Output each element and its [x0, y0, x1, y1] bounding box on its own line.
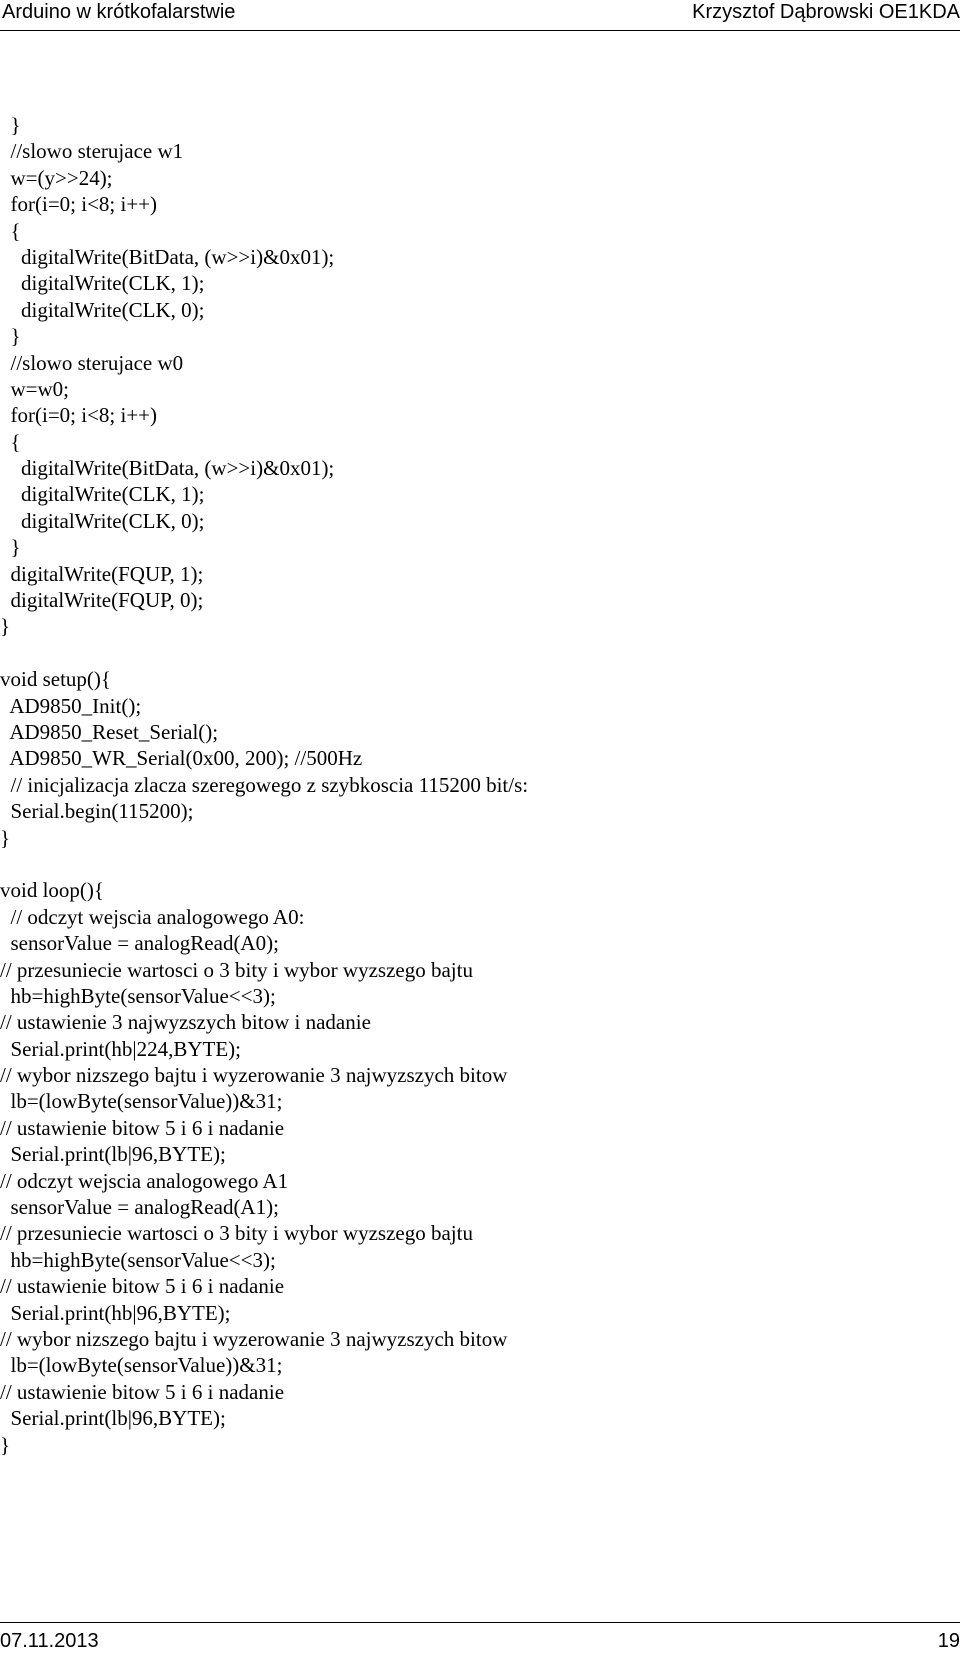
code-line: // ustawienie bitow 5 i 6 i nadanie [0, 1379, 285, 1404]
header-divider [0, 30, 960, 31]
code-line: // odczyt wejscia analogowego A0: [0, 904, 305, 929]
code-line: AD9850_WR_Serial(0x00, 200); //500Hz [0, 746, 363, 771]
code-line: } [0, 614, 11, 639]
code-line: } [0, 113, 21, 137]
document-title: Arduino w krótkofalarstwie [2, 1, 236, 23]
code-line: hb=highByte(sensorValue<<3); [0, 1247, 276, 1272]
code-line: void setup(){ [0, 667, 111, 692]
code-line: sensorValue = analogRead(A0); [0, 931, 279, 956]
code-line: lb=(lowByte(sensorValue))&31; [0, 1353, 283, 1378]
code-line: digitalWrite(CLK, 1); [0, 271, 205, 296]
code-line: digitalWrite(BitData, (w>>i)&0x01); [0, 244, 335, 269]
code-line: void loop(){ [0, 878, 104, 903]
code-line: } [0, 324, 21, 349]
code-line: //slowo sterujace w1 [0, 139, 184, 164]
code-line: // ustawienie 3 najwyzszych bitow i nadanie [0, 1010, 371, 1035]
code-line: // wybor nizszego bajtu i wyzerowanie 3 najwyzszych bitow [0, 1063, 508, 1088]
code-line: Serial.print(lb|96,BYTE); [0, 1142, 226, 1167]
code-line: digitalWrite(CLK, 0); [0, 297, 205, 322]
code-line: //slowo sterujace w0 [0, 350, 184, 375]
code-line: AD9850_Reset_Serial(); [0, 719, 219, 744]
code-line: Serial.begin(115200); [0, 799, 194, 824]
page-number: 19 [937, 1630, 960, 1652]
code-line: { [0, 218, 21, 243]
page-footer [0, 1622, 960, 1657]
code-line: for(i=0; i<8; i++) [0, 192, 158, 217]
code-line: AD9850_Init(); [0, 693, 142, 718]
code-line: // odczyt wejscia analogowego A1 [0, 1168, 289, 1193]
code-line [0, 851, 960, 877]
code-line: digitalWrite(FQUP, 1); [0, 561, 204, 586]
code-line: } [0, 1432, 11, 1457]
code-line: Serial.print(lb|96,BYTE); [0, 1406, 226, 1431]
code-line: digitalWrite(CLK, 0); [0, 508, 205, 533]
code-listing [0, 112, 960, 1458]
code-line: for(i=0; i<8; i++) [0, 403, 158, 428]
footer-date: 07.11.2013 [0, 1630, 99, 1652]
code-line [0, 640, 960, 666]
code-line: digitalWrite(FQUP, 0); [0, 588, 204, 613]
code-line: // ustawienie bitow 5 i 6 i nadanie [0, 1115, 285, 1140]
code-line: { [0, 429, 21, 454]
code-line: } [0, 825, 11, 850]
document-author: Krzysztof Dąbrowski OE1KDA [692, 1, 960, 23]
page-header [0, 0, 960, 30]
code-line: Serial.print(hb|224,BYTE); [0, 1036, 241, 1061]
code-line: w=w0; [0, 376, 70, 401]
code-line: // przesuniecie wartosci o 3 bity i wybor wyzszego bajtu [0, 1221, 473, 1246]
code-line: digitalWrite(BitData, (w>>i)&0x01); [0, 456, 335, 481]
code-line: sensorValue = analogRead(A1); [0, 1195, 279, 1220]
code-line: Serial.print(hb|96,BYTE); [0, 1300, 231, 1325]
code-line: digitalWrite(CLK, 1); [0, 482, 205, 507]
code-line: // wybor nizszego bajtu i wyzerowanie 3 najwyzszych bitow [0, 1326, 508, 1351]
code-line: } [0, 535, 21, 560]
code-line: // inicjalizacja zlacza szeregowego z szybkoscia 115200 bit/s: [0, 772, 529, 797]
code-line: w=(y>>24); [0, 165, 113, 190]
code-line: // ustawienie bitow 5 i 6 i nadanie [0, 1274, 285, 1299]
code-line: // przesuniecie wartosci o 3 bity i wybor wyzszego bajtu [0, 957, 473, 982]
code-line: hb=highByte(sensorValue<<3); [0, 983, 276, 1008]
code-line: lb=(lowByte(sensorValue))&31; [0, 1089, 283, 1114]
footer-divider [0, 1622, 960, 1623]
